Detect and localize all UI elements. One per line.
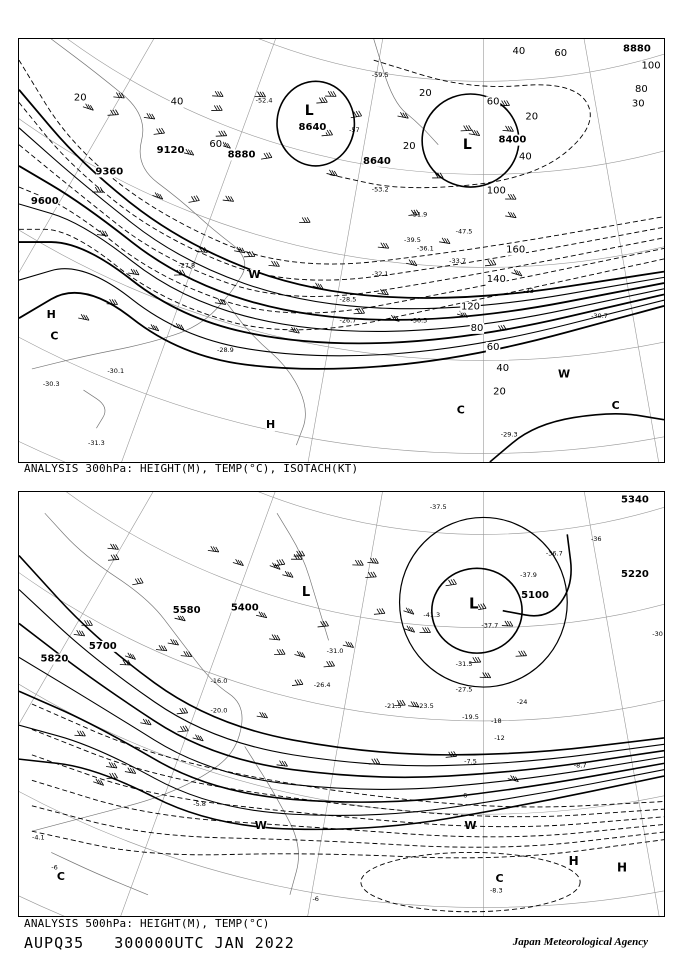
temperature-label: -6 — [460, 791, 468, 800]
temperature-label: -29.3 — [500, 430, 518, 439]
isotach-label: 80 — [470, 322, 484, 334]
temperature-label: -5.8 — [193, 799, 206, 808]
isotach-label: 140 — [486, 274, 506, 286]
height-labels — [41, 495, 649, 665]
isotach-label: 20 — [493, 386, 506, 398]
pressure-marker: L — [462, 136, 472, 153]
map-canvas — [19, 39, 664, 462]
isotach-label: 30 — [631, 98, 645, 110]
height-label: 8640 — [363, 155, 391, 167]
coastline — [32, 513, 329, 895]
temperature-label: -28.5 — [339, 295, 357, 304]
temperature-label: -30 — [652, 630, 663, 639]
height-contours — [19, 517, 664, 829]
chart-300hpa — [18, 38, 665, 463]
temperature-label: -31.5 — [455, 659, 473, 668]
isotach-labels — [73, 43, 661, 398]
temperature-label: -12 — [494, 734, 505, 743]
isotach-label: 40 — [512, 45, 526, 57]
height-label: 5220 — [621, 568, 649, 580]
coastline — [32, 39, 438, 448]
temperature-label: -27.8 — [178, 261, 196, 270]
isotach-label: 20 — [402, 140, 416, 152]
temperature-label: -30.1 — [107, 367, 125, 376]
chart-500hpa — [18, 491, 665, 917]
caption-300hpa: ANALYSIS 300hPa: HEIGHT(M), TEMP(°C), ISOTACH(KT) — [24, 462, 359, 475]
temperature-label: -36.7 — [545, 549, 563, 558]
temperature-label: -33 — [523, 286, 534, 295]
footer-bulletin — [24, 934, 295, 952]
temperature-label: -39.5 — [404, 236, 421, 245]
isotach-label: 60 — [486, 96, 500, 108]
pressure-marker: L — [304, 103, 314, 120]
pressure-marker: C — [495, 872, 504, 886]
isotach-label: 80 — [635, 83, 648, 95]
temperature-label: -36 — [590, 534, 602, 543]
pressure-marker: W — [254, 819, 267, 833]
pressure-markers — [57, 585, 628, 885]
temperature-label: -18 — [490, 717, 502, 726]
height-label: 8640 — [298, 121, 327, 133]
height-label: 5400 — [230, 602, 259, 614]
temperature-label: -31.0 — [326, 647, 344, 656]
pressure-marker: L — [468, 594, 479, 613]
temperature-label: -36.1 — [416, 244, 434, 253]
pressure-marker: C — [611, 399, 620, 413]
pressure-marker: C — [56, 869, 65, 883]
height-label: 5700 — [88, 640, 117, 652]
temperature-label: -30.3 — [42, 379, 60, 388]
temperature-label: -27.5 — [455, 685, 473, 694]
dashed-contours — [32, 704, 664, 912]
temperature-label: -30.7 — [591, 312, 608, 321]
height-label: 5340 — [621, 494, 649, 506]
isotach-label: 100 — [641, 60, 661, 72]
isotach-label: 20 — [418, 88, 432, 100]
pressure-marker: W — [248, 267, 261, 281]
isotach-label: 20 — [525, 111, 539, 123]
temperature-label: -57 — [349, 126, 360, 135]
caption-500hpa: ANALYSIS 500hPa: HEIGHT(M), TEMP(°C) — [24, 917, 270, 930]
chart-id: AUPQ35 — [24, 934, 85, 952]
temperature-label: -31.3 — [87, 439, 105, 448]
isotach-label: 60 — [554, 47, 568, 59]
temperature-label: -20.0 — [210, 706, 228, 715]
isotach-label: 100 — [486, 185, 506, 197]
temperature-label: -26.7 — [339, 316, 357, 325]
temperature-label: -16.0 — [210, 676, 228, 685]
pressure-marker: L — [301, 584, 311, 600]
temperature-label: -6 — [51, 863, 58, 872]
isotach-label: 120 — [460, 301, 481, 313]
height-label: 9120 — [156, 145, 185, 157]
pressure-marker: C — [50, 329, 59, 343]
temperature-label: -59.5 — [371, 71, 389, 80]
temperature-label: -37.5 — [429, 502, 447, 511]
temperature-label: -47.5 — [455, 227, 473, 236]
isotach-label: 40 — [518, 151, 532, 163]
temperature-label: -52.4 — [255, 96, 273, 105]
height-label: 8880 — [622, 43, 651, 55]
temperature-label: -19.5 — [462, 712, 479, 721]
temperature-label: -37.9 — [520, 570, 537, 579]
height-label: 5100 — [521, 590, 549, 601]
graticule — [19, 39, 664, 462]
map-canvas — [19, 492, 664, 916]
height-label: 5580 — [172, 604, 201, 616]
height-label: 8880 — [227, 149, 256, 161]
isotach-label: 20 — [73, 92, 87, 104]
temperature-label: -37.7 — [481, 621, 499, 630]
isotach-label: 60 — [486, 341, 500, 353]
temperature-label: -53.2 — [371, 185, 389, 194]
valid-time: 300000UTC JAN 2022 — [114, 934, 295, 952]
pressure-marker: H — [617, 860, 628, 875]
height-labels — [31, 44, 651, 207]
isotach-label: 160 — [506, 244, 526, 256]
temperature-label: -51.9 — [410, 210, 428, 219]
pressure-marker: C — [456, 403, 465, 417]
height-label: 9600 — [30, 195, 59, 207]
temperature-label: -33.7 — [449, 257, 467, 266]
height-label: 8400 — [498, 134, 527, 146]
isotach-label: 40 — [170, 96, 184, 108]
agency-name: Japan Meteorological Agency — [512, 936, 648, 948]
temperature-label: -21.5 — [384, 702, 402, 711]
temperature-label: -8.7 — [573, 761, 587, 770]
temperature-label: -28.9 — [216, 346, 234, 355]
temperature-label: -8.3 — [489, 886, 503, 895]
temperature-label: -26.4 — [313, 681, 331, 690]
height-label: 5820 — [40, 653, 69, 665]
pressure-marker: W — [557, 367, 571, 381]
dashed-contours — [19, 60, 664, 330]
temperature-label: -24 — [516, 698, 528, 706]
temperature-label: -4.1 — [32, 833, 45, 842]
isotach-label: 60 — [209, 138, 223, 150]
temperature-label: -7.5 — [464, 757, 477, 766]
temperature-label: -32.1 — [371, 269, 389, 278]
temperature-label: -30.5 — [410, 316, 428, 325]
pressure-marker: H — [568, 854, 579, 869]
temperature-label: -23.5 — [416, 702, 434, 711]
height-label: 9360 — [95, 166, 124, 178]
temperature-label: -6 — [312, 895, 319, 904]
temperature-label: -41.3 — [423, 611, 441, 620]
pressure-marker: H — [46, 308, 56, 322]
pressure-markers — [47, 103, 620, 431]
pressure-marker: H — [265, 418, 276, 432]
pressure-marker: W — [464, 819, 477, 833]
isotach-label: 40 — [496, 363, 510, 375]
